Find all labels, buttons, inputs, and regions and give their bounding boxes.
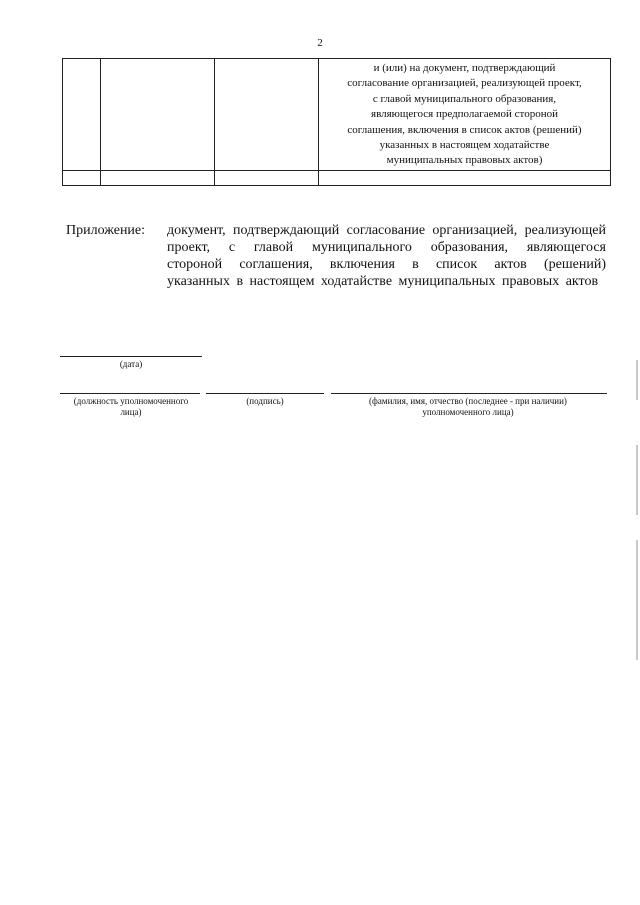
table-cell-2 [101, 59, 215, 171]
cell-line: согласование организацией, реализующей проект, [347, 77, 582, 90]
table-cell-4 [319, 59, 611, 171]
margin-mark [636, 445, 638, 515]
date-caption: (дата) [119, 359, 143, 369]
page-number: 2 [317, 37, 323, 49]
cell-line: и (или) на документ, подтверждающий [373, 62, 556, 74]
margin-mark [636, 540, 638, 660]
table-row [63, 170, 611, 185]
cell-line: соглашения, включения в список актов (решений) [347, 123, 582, 136]
cell-line: муниципальных правовых актов) [386, 154, 543, 167]
table-cell [63, 170, 101, 185]
cell-line: с главой муниципального образования, [372, 92, 557, 105]
table-cell [319, 170, 611, 185]
appendix-label: Приложение: [66, 223, 146, 238]
appendix-text: документ, подтверждающий согласование организацией, реализующей проект, с главой муниципального образования, являющегося стороной соглашения, включения в список актов (решений) указанных в настоящем ходатайстве муниципальных правовых актов [167, 223, 606, 289]
table-cell-3 [215, 59, 319, 171]
table-cell [215, 170, 319, 185]
position-line [60, 393, 200, 394]
signature-caption: (подпись) [246, 396, 284, 406]
table-row [63, 59, 611, 171]
margin-mark [636, 360, 638, 400]
table-cell-1 [63, 59, 101, 171]
date-line [60, 356, 202, 357]
cell-line: указанных в настоящем ходатайстве [379, 139, 550, 152]
name-caption: (фамилия, имя, отчество (последнее - при наличии) уполномоченного лица) [369, 396, 567, 417]
appendix-block [66, 222, 606, 290]
cell-line: являющегося предполагаемой стороной [371, 108, 558, 121]
position-caption: (должность уполномоченного лица) [73, 396, 189, 417]
table-cell [101, 170, 215, 185]
continued-table [62, 58, 611, 186]
name-line [331, 393, 607, 394]
signature-line [206, 393, 324, 394]
